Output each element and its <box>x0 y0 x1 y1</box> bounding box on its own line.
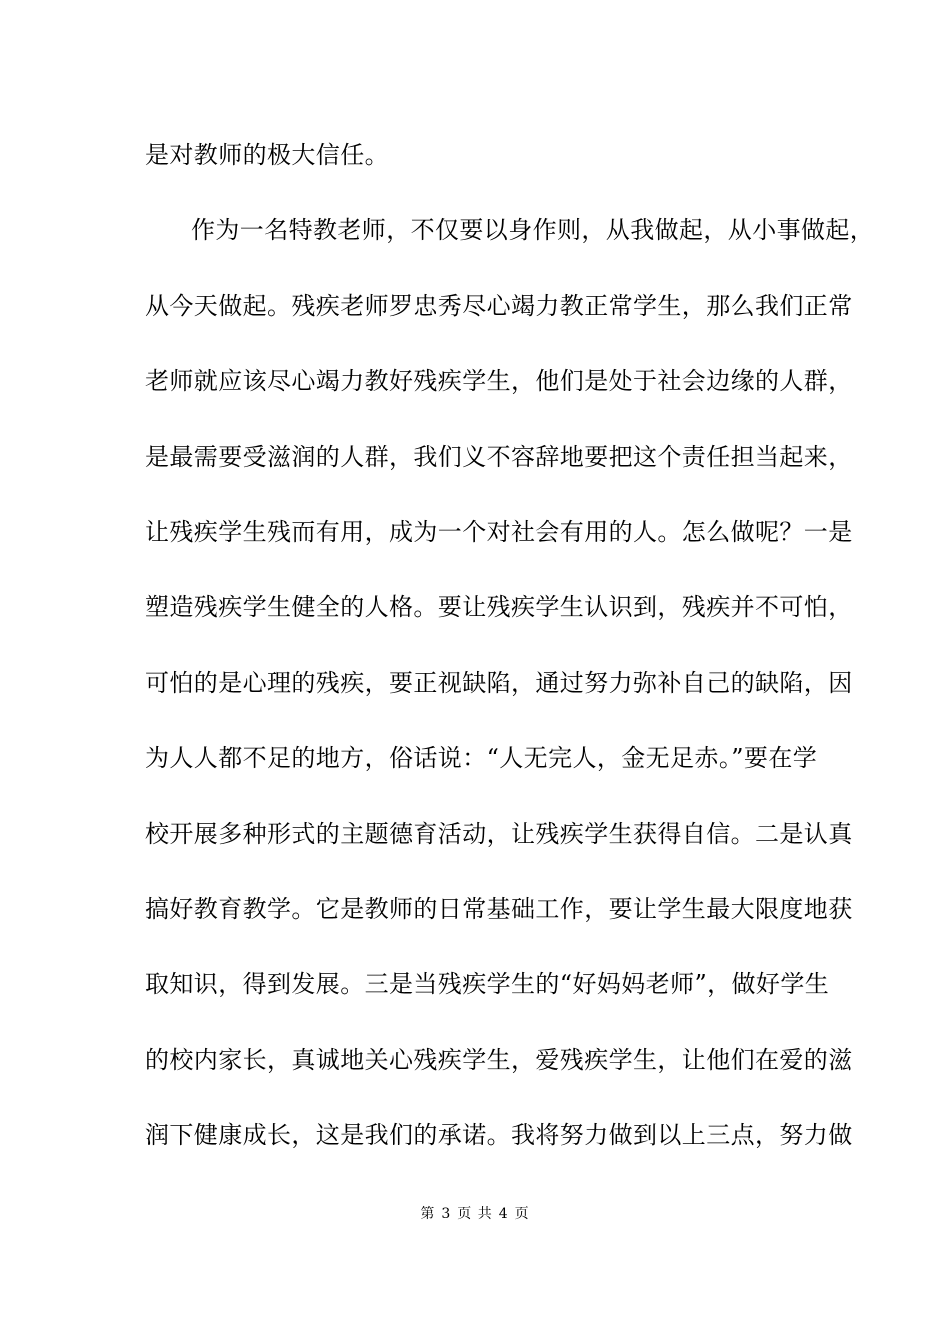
text-line: 润下健康成长，这是我们的承诺。我将努力做到以上三点，努力做 <box>145 1121 853 1150</box>
text-line: 让残疾学生残而有用，成为一个对社会有用的人。怎么做呢？一是 <box>145 517 853 546</box>
paragraph-first-line: 作为一名特教老师，不仅要以身作则，从我做起，从小事做起， <box>191 216 875 245</box>
text-line: 老师就应该尽心竭力教好残疾学生，他们是处于社会边缘的人群， <box>145 367 853 396</box>
total-pages-number: 4 <box>498 1206 509 1222</box>
page-label-prefix: 第 <box>420 1206 436 1222</box>
text-line: 是对教师的极大信任。 <box>145 141 389 169</box>
text-line: 塑造残疾学生健全的人格。要让残疾学生认识到，残疾并不可怕， <box>145 593 853 622</box>
text-line: 取知识，得到发展。三是当残疾学生的“好妈妈老师”，做好学生 <box>145 970 830 999</box>
current-page-number: 3 <box>441 1206 452 1222</box>
body-text <box>145 135 875 1190</box>
text-line: 从今天做起。残疾老师罗忠秀尽心竭力教正常学生，那么我们正常 <box>145 291 853 320</box>
text-line: 的校内家长，真诚地关心残疾学生，爱残疾学生，让他们在爱的滋 <box>145 1045 853 1074</box>
text-line: 校开展多种形式的主题德育活动，让残疾学生获得自信。二是认真 <box>145 819 853 848</box>
text-line: 为人人都不足的地方，俗话说：“人无完人，金无足赤。”要在学 <box>145 744 818 773</box>
page-footer <box>0 1204 950 1224</box>
text-line: 可怕的是心理的残疾，要正视缺陷，通过努力弥补自己的缺陷，因 <box>145 668 853 697</box>
page-label-suffix: 页 <box>514 1206 530 1222</box>
text-line: 是最需要受滋润的人群，我们义不容辞地要把这个责任担当起来， <box>145 442 853 471</box>
text-line: 搞好教育教学。它是教师的日常基础工作，要让学生最大限度地获 <box>145 894 853 923</box>
page-label-mid: 页 共 <box>457 1206 493 1222</box>
